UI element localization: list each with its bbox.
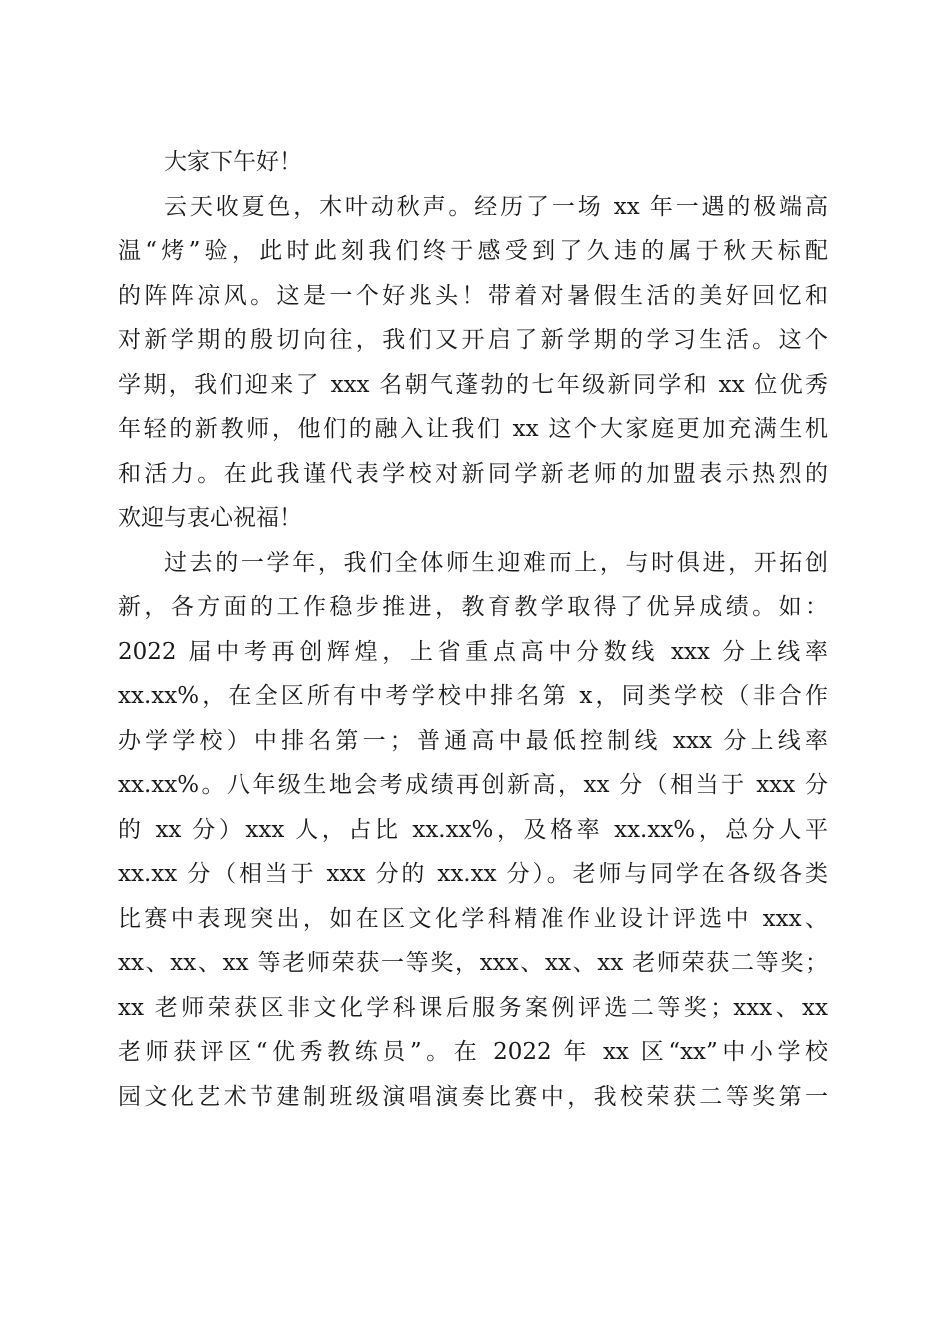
text-line: xx.xx%，在全区所有中考学校中排名第 x，同类学校（非合作 xyxy=(118,683,828,709)
text-line: 老师获评区“优秀教练员”。在 2022 年 xx 区“xx”中小学校 xyxy=(118,1039,828,1065)
text-line: 和活力。在此我谨代表学校对新同学新老师的加盟表示热烈的 xyxy=(118,460,828,487)
text-line: 园文化艺术节建制班级演唱演奏比赛中，我校荣获二等奖第一 xyxy=(118,1083,828,1110)
text-line: 温“烤”验，此时此刻我们终于感受到了久违的属于秋天标配 xyxy=(118,238,828,264)
text-line: 的阵阵凉风。这是一个好兆头！带着对暑假生活的美好回忆和 xyxy=(118,282,828,309)
text-line: 云天收夏色，木叶动秋声。经历了一场 xx 年一遇的极端高 xyxy=(164,193,828,220)
text-line: xx 老师荣获区非文化学科课后服务案例评选二等奖；xxx、xx xyxy=(118,994,828,1021)
text-line: 2022 届中考再创辉煌，上省重点高中分数线 xxx 分上线率 xyxy=(118,638,828,665)
text-line: xx.xx 分（相当于 xxx 分的 xx.xx 分）。老师与同学在各级各类 xyxy=(118,861,828,887)
text-line: 学期，我们迎来了 xxx 名朝气蓬勃的七年级新同学和 xx 位优秀 xyxy=(118,371,828,398)
text-line: 大家下午好！ xyxy=(164,149,302,175)
text-line: 的 xx 分）xxx 人，占比 xx.xx%，及格率 xx.xx%，总分人平 xyxy=(118,816,828,843)
text-line: xx、xx、xx 等老师荣获一等奖，xxx、xx、xx 老师荣获二等奖； xyxy=(118,950,828,976)
text-line: 欢迎与衷心祝福！ xyxy=(118,505,302,531)
text-line: 过去的一学年，我们全体师生迎难而上，与时俱进，开拓创 xyxy=(164,549,828,576)
document-body xyxy=(118,140,828,1119)
text-line: 对新学期的殷切向往，我们又开启了新学期的学习生活。这个 xyxy=(118,327,828,353)
text-line: 办学学校）中排名第一；普通高中最低控制线 xxx 分上线率 xyxy=(118,727,828,754)
text-line: 年轻的新教师，他们的融入让我们 xx 这个大家庭更加充满生机 xyxy=(118,416,828,442)
text-line: xx.xx%。八年级生地会考成绩再创新高，xx 分（相当于 xxx 分 xyxy=(118,772,828,798)
text-line: 新，各方面的工作稳步推进，教育教学取得了优异成绩。如： xyxy=(118,594,828,620)
text-line: 比赛中表现突出，如在区文化学科精准作业设计评选中 xxx、 xyxy=(118,905,828,932)
